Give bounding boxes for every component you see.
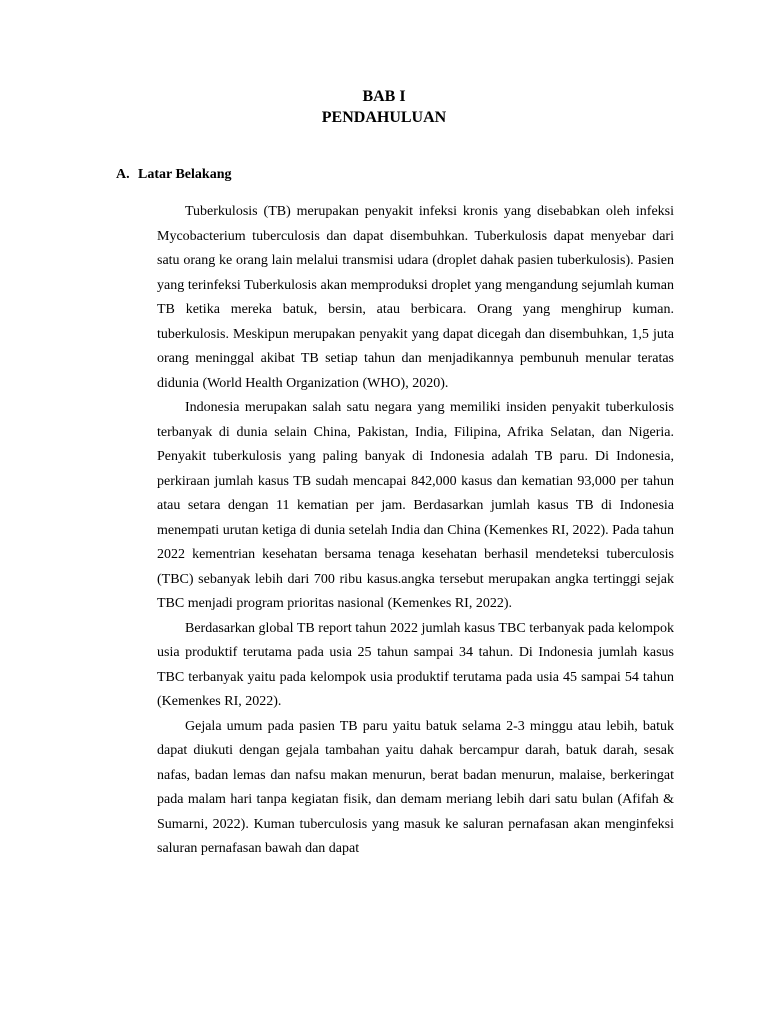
section-heading [116, 165, 231, 185]
paragraph-4: Gejala umum pada pasien TB paru yaitu batuk selama 2-3 minggu atau lebih, batuk dapat diukuti dengan gejala tambahan yaitu dahak bercampur darah, batuk darah, sesak nafas, badan lemas dan nafsu makan menurun, berat badan menurun, malaise, berkeringat pada malam hari tanpa kegiatan fisik, dan demam meriang lebih dari satu bulan (Afifah & Sumarni, 2022). Kuman tuberculosis yang masuk ke saluran pernafasan akan menginfeksi saluran pernafasan bawah dan dapat [157, 718, 674, 856]
paragraph-2: Indonesia merupakan salah satu negara yang memiliki insiden penyakit tuberkulosis terbanyak di dunia selain China, Pakistan, India, Filipina, Afrika Selatan, dan Nigeria. Penyakit tuberkulosis yang paling banyak di Indonesia adalah TB paru. Di Indonesia, perkiraan jumlah kasus TB sudah mencapai 842,000 kasus dan kematian 93,000 per tahun atau setara dengan 11 kematian per jam. Berdasarkan jumlah kasus TB di Indonesia menempati urutan ketiga di dunia setelah India dan China (Kemenkes RI, 2022). Pada tahun 2022 kementrian kesehatan bersama tenaga kesehatan berhasil mendeteksi tuberculosis (TBC) sebanyak lebih dari 700 ribu kasus.angka tersebut merupakan angka tertinggi sejak TBC menjadi program prioritas nasional (Kemenkes RI, 2022). [157, 400, 674, 611]
paragraph-3: Berdasarkan global TB report tahun 2022 jumlah kasus TBC terbanyak pada kelompok usia produktif terutama pada usia 25 tahun sampai 34 tahun. Di Indonesia jumlah kasus TBC terbanyak yaitu pada kelompok usia produktif terutama pada usia 45 sampai 54 tahun (Kemenkes RI, 2022). [157, 620, 674, 709]
chapter-title: PENDAHULUAN [321, 109, 447, 126]
chapter-heading [0, 86, 768, 128]
section-letter: A. [116, 167, 130, 182]
chapter-number: BAB I [362, 88, 406, 105]
section-title: Latar Belakang [138, 167, 232, 182]
body-text [157, 200, 674, 862]
paragraph-1: Tuberkulosis (TB) merupakan penyakit infeksi kronis yang disebabkan oleh infeksi Mycobacterium tuberculosis dan dapat disembuhkan. Tuberkulosis dapat menyebar dari satu orang ke orang lain melalui transmisi udara (droplet dahak pasien tuberkulosis). Pasien yang terinfeksi Tuberkulosis akan memproduksi droplet yang mengandung sejumlah kuman TB ketika mereka batuk, bersin, atau berbicara. Orang yang menghirup kuman. tuberkulosis. Meskipun merupakan penyakit yang dapat dicegah dan disembuhkan, 1,5 juta orang meninggal akibat TB setiap tahun dan menjadikannya pembunuh menular teratas didunia (World Health Organization (WHO), 2020). [157, 204, 674, 391]
